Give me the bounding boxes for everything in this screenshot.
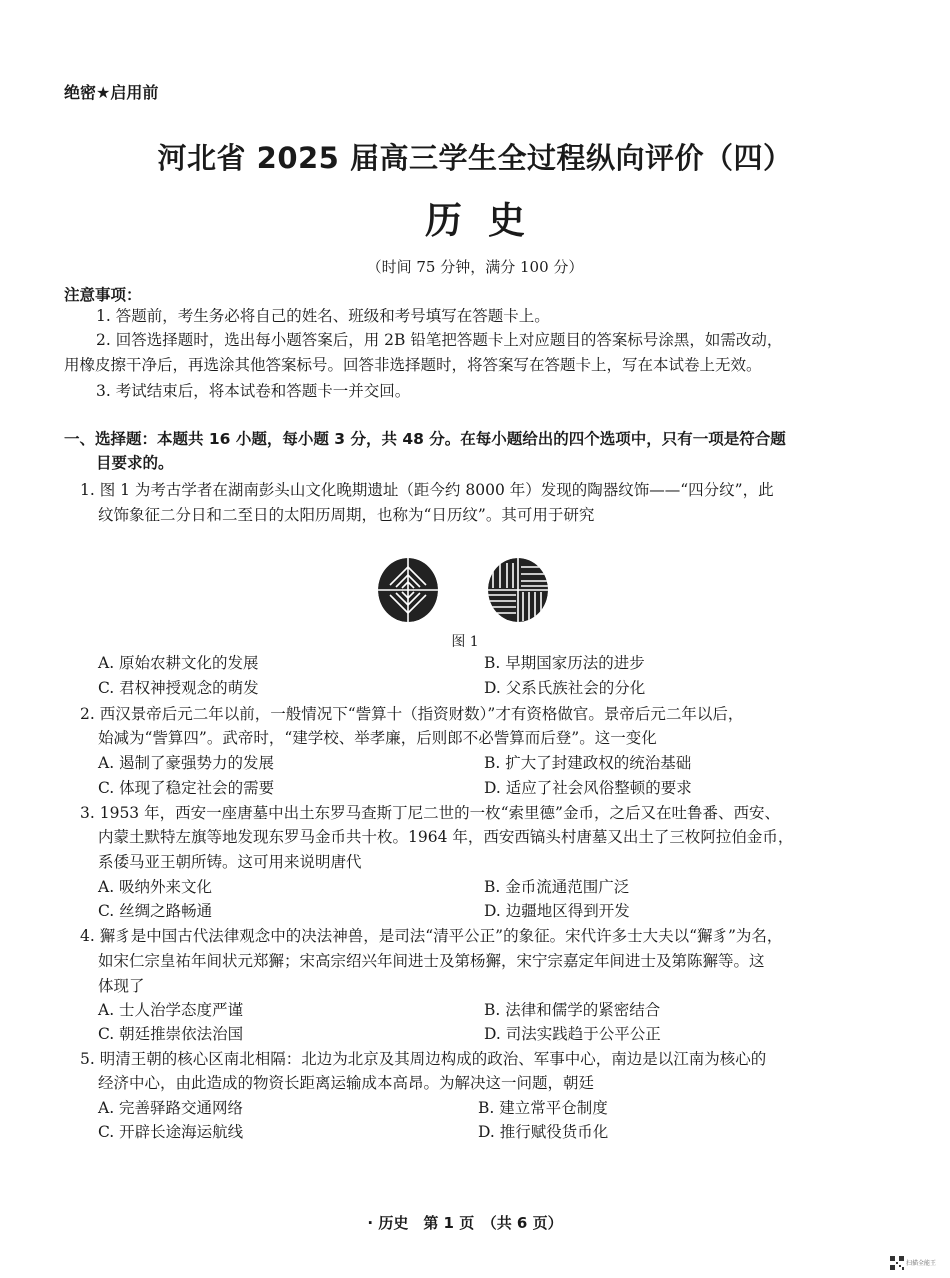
question-stem: 1. 图 1 为考古学者在湖南彭头山文化晚期遗址（距今约 8000 年）发现的陶器纹饰——“四分纹”，此 (80, 481, 774, 499)
page-footer: · 历史 第 1 页 （共 6 页） (367, 1214, 563, 1232)
section-heading-cont: 目要求的。 (96, 454, 174, 472)
question-stem: 如宋仁宗皇祐年间状元郑獬；宋高宗绍兴年间进士及第杨獬，宋宁宗嘉定年间进士及第陈獬等。这 (98, 952, 765, 970)
pottery-pattern-figure (376, 555, 556, 625)
option-a: A. 士人治学态度严谨 (98, 1001, 244, 1019)
exam-title: 河北省 2025 届高三学生全过程纵向评价（四） (157, 141, 793, 175)
option-d: D. 适应了社会风俗整顿的要求 (484, 779, 692, 797)
option-c: C. 体现了稳定社会的需要 (98, 779, 275, 797)
note-line: 用橡皮擦干净后，再选涂其他答案标号。回答非选择题时，将答案写在答题卡上，写在本试卷上无效。 (64, 356, 762, 374)
section-heading: 一、选择题：本题共 16 小题，每小题 3 分，共 48 分。在每小题给出的四个选项中，只有一项是符合题 (64, 430, 786, 448)
option-b: B. 建立常平仓制度 (478, 1099, 608, 1117)
option-d: D. 司法实践趋于公平公正 (484, 1025, 661, 1043)
question-stem: 2. 西汉景帝后元二年以前，一般情况下“訾算十（指资财数）”才有资格做官。景帝后元二年以后， (80, 705, 744, 723)
question-stem: 体现了 (98, 977, 145, 995)
option-b: B. 金币流通范围广泛 (484, 878, 630, 896)
note-line: 1. 答题前，考生务必将自己的姓名、班级和考号填写在答题卡上。 (96, 307, 550, 325)
question-stem: 3. 1953 年，西安一座唐墓中出土东罗马查斯丁尼二世的一枚“索里德”金币，之后又在吐鲁番、西安、 (80, 804, 780, 822)
option-b: B. 法律和儒学的紧密结合 (484, 1001, 661, 1019)
option-b: B. 扩大了封建政权的统治基础 (484, 754, 692, 772)
sun-pattern-left (376, 555, 440, 625)
option-a: A. 吸纳外来文化 (98, 878, 213, 896)
option-c: C. 开辟长途海运航线 (98, 1123, 244, 1141)
option-a: A. 原始农耕文化的发展 (98, 654, 259, 672)
time-info: （时间 75 分钟，满分 100 分） (366, 258, 584, 276)
question-stem: 经济中心，由此造成的物资长距离运输成本高昂。为解决这一问题，朝廷 (98, 1074, 595, 1092)
question-stem: 4. 獬豸是中国古代法律观念中的决法神兽，是司法“清平公正”的象征。宋代许多士大夫以“獬豸”为名， (80, 927, 783, 945)
option-a: A. 完善驿路交通网络 (98, 1099, 244, 1117)
option-b: B. 早期国家历法的进步 (484, 654, 645, 672)
sun-pattern-right (486, 555, 550, 625)
confidential-label: 绝密★启用前 (64, 83, 159, 102)
option-d: D. 父系氏族社会的分化 (484, 679, 646, 697)
question-stem: 内蒙土默特左旗等地发现东罗马金币共十枚。1964 年，西安西镐头村唐墓又出土了三枚阿拉伯金币， (98, 828, 794, 846)
notes-heading: 注意事项： (64, 286, 142, 304)
qr-code-icon (890, 1256, 904, 1270)
question-stem: 系倭马亚王朝所铸。这可用来说明唐代 (98, 853, 362, 871)
option-d: D. 推行赋役货币化 (478, 1123, 609, 1141)
figure-caption: 图 1 (451, 634, 479, 650)
question-stem: 纹饰象征二分日和二至日的太阳历周期，也称为“日历纹”。其可用于研究 (98, 506, 595, 524)
scanner-watermark: 扫描全能王 (906, 1260, 937, 1267)
option-d: D. 边疆地区得到开发 (484, 902, 630, 920)
note-line: 2. 回答选择题时，选出每小题答案后，用 2B 铅笔把答题卡上对应题目的答案标号涂黑，如需改动， (96, 331, 783, 349)
option-c: C. 丝绸之路畅通 (98, 902, 213, 920)
question-stem: 始减为“訾算四”。武帝时，“建学校、举孝廉，后则郎不必訾算而后登”。这一变化 (98, 729, 657, 747)
option-a: A. 遏制了豪强势力的发展 (98, 754, 275, 772)
question-stem: 5. 明清王朝的核心区南北相隔：北边为北京及其周边构成的政治、军事中心，南边是以江南为核心的 (80, 1050, 767, 1068)
subject-title: 历史 (425, 199, 551, 242)
option-c: C. 朝廷推崇依法治国 (98, 1025, 244, 1043)
option-c: C. 君权神授观念的萌发 (98, 679, 259, 697)
note-line: 3. 考试结束后，将本试卷和答题卡一并交回。 (96, 382, 411, 400)
